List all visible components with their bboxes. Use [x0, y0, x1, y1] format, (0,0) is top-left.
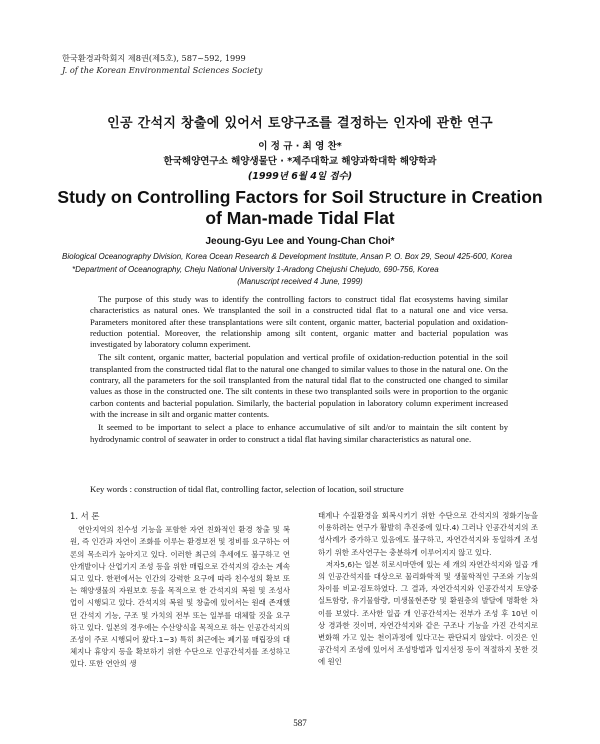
affiliation-line-2: *Department of Oceanography, Cheju National University 1-Aradong Chejushi Chejudo, 690-756, Korea — [72, 264, 439, 274]
journal-header — [62, 52, 262, 76]
abstract — [90, 294, 508, 447]
section-heading-introduction: 1. 서 론 — [70, 511, 100, 521]
journal-korean-citation: 한국환경과학회지 제8권(제5호), 587~592, 1999 — [62, 53, 246, 63]
body-column-left — [70, 510, 290, 671]
abstract-paragraph-3: It seemed to be important to select a place to enhance accumulative of silt and/or to maintain the silt content by hydrodynamic control of seawater in order to construct a tidal flat having similar characteristics as natural one. — [90, 422, 508, 444]
abstract-paragraph-2: The silt content, organic matter, bacterial population and vertical profile of oxidation-reduction potential in the soil transplanted from the constructed tidal flat to the natural one changed to similar values to those in the natural one. On the contrary, all the parameters for the soil transplanted from the natural tidal flat to the constructed one changed to similar values as those in the constructed one. The silt contents in these two transplanted soils were in proportion to the organic carbon contents and bacterial population. Similarly, the bacterial population in laboratory column experiment increased with the increase in silt and organic matter contents. — [90, 352, 508, 419]
korean-affiliation: 한국해양연구소 해양생물단 · *제주대학교 해양과학대학 해양학과 — [163, 156, 437, 167]
english-title-line-2: of Man-made Tidal Flat — [205, 208, 395, 228]
english-affiliation — [62, 251, 538, 289]
english-authors: Jeoung-Gyu Lee and Young-Chan Choi* — [205, 236, 395, 247]
korean-authors: 이 정 규 · 최 영 찬* — [258, 141, 342, 152]
body-paragraph-right-2: 저자5,6)는 일본 히로시마만에 있는 세 개의 자연간석지와 일곱 개의 인공간석지를 대상으로 물리화학적 및 생물학적인 구조와 기능의 차이를 비교·검토하였다. 그 결과, 자연간석지와 인공간석지 토양중 실트함량, 유기물함량, 미생물현존량 및 환원층의 발달에 명확한 차이를 보였다. 조사한 일곱 개 인공간석지는 전부가 조성 후 10년 이상 경과한 것이며, 자연간석지와 같은 구조나 기능을 가진 간석지로 변화해 가고 있는 천이과정에 있다고는 판단되지 않았다. 이것은 인공간석지 조성에 있어서 조성방법과 입지선정 등이 적절하지 못한 것에 원인 — [318, 559, 538, 667]
english-title-line-1: Study on Controlling Factors for Soil Structure in Creation — [57, 187, 543, 207]
korean-title: 인공 간석지 창출에 있어서 토양구조를 결정하는 인자에 관한 연구 — [107, 116, 493, 131]
manuscript-received: (Manuscript received 4 June, 1999) — [237, 277, 363, 286]
body-paragraph-left: 연안지역의 친수성 기능을 포함한 자연 친화적인 환경 창출 및 복원, 즉 인간과 자연이 조화를 이루는 환경보전 및 정비를 요구하는 여론의 목소리가 높아지고 있다. 이러한 최근의 추세에도 불구하고 연안개발이나 산업기지 조성 등을 위한 매립으로 간석지의 감소는 계속되고 있다. 한편에서는 인간의 강력한 요구에 따라 친수성의 확보 또는 해양생물의 자원보호 등을 목적으로 한 간석지의 복원 및 조성사업이 시행되고 있다. 간석지의 복원 및 창출에 있어서는 원래 존재했던 간석지 기능, 구조 및 가치의 전부 또는 일부를 대체할 것을 요구하고 있다. 일본의 경우에는 수산양식을 목적으로 하는 인공간석지의 조성이 주로 시행되어 왔다.1~3) 특히 최근에는 폐기물 매립장의 대체지나 휴양지 등을 확보하기 위한 수단으로 인공간석지를 조성하고 있다. 또한 연안의 생 — [70, 525, 290, 669]
english-title — [40, 187, 560, 229]
abstract-paragraph-1: The purpose of this study was to identify the controlling factors to construct tidal flat ecosystems having similar characteristics as natural ones. We transplanted the soil in a constructed tidal flat to a natural one and vice versa. Parameters monitored after these transplantations were silt content, organic matter, bacterial population and oxidation-reduction potential. Moreover, the relationship among silt content, organic matter and bacterial population was investigated by laboratory column experiment. — [90, 294, 508, 350]
korean-received-date: (1999년 6월 4일 접수) — [247, 171, 353, 182]
body-paragraph-right-1: 태계나 수질환경을 회복시키기 위한 수단으로 간석지의 정화기능을 이용하려는 연구가 활발히 추진중에 있다.4) 그러나 인공간석지의 조성사례가 증가하고 있음에도 불구하고, 자연간석지와 동일하게 조성하기 위한 조사연구는 충분하게 이루어지지 않고 있다. — [318, 511, 538, 557]
keywords: Key words : construction of tidal flat, controlling factor, selection of location, soil structure — [90, 484, 404, 494]
page-number: 587 — [293, 718, 307, 728]
journal-english-name: J. of the Korean Environmental Sciences Society — [62, 65, 263, 75]
affiliation-line-1: Biological Oceanography Division, Korea Ocean Research & Development Institute, Ansan P. O. Box 29, Seoul 425-600, Korea — [62, 252, 513, 261]
body-column-right — [318, 510, 538, 669]
